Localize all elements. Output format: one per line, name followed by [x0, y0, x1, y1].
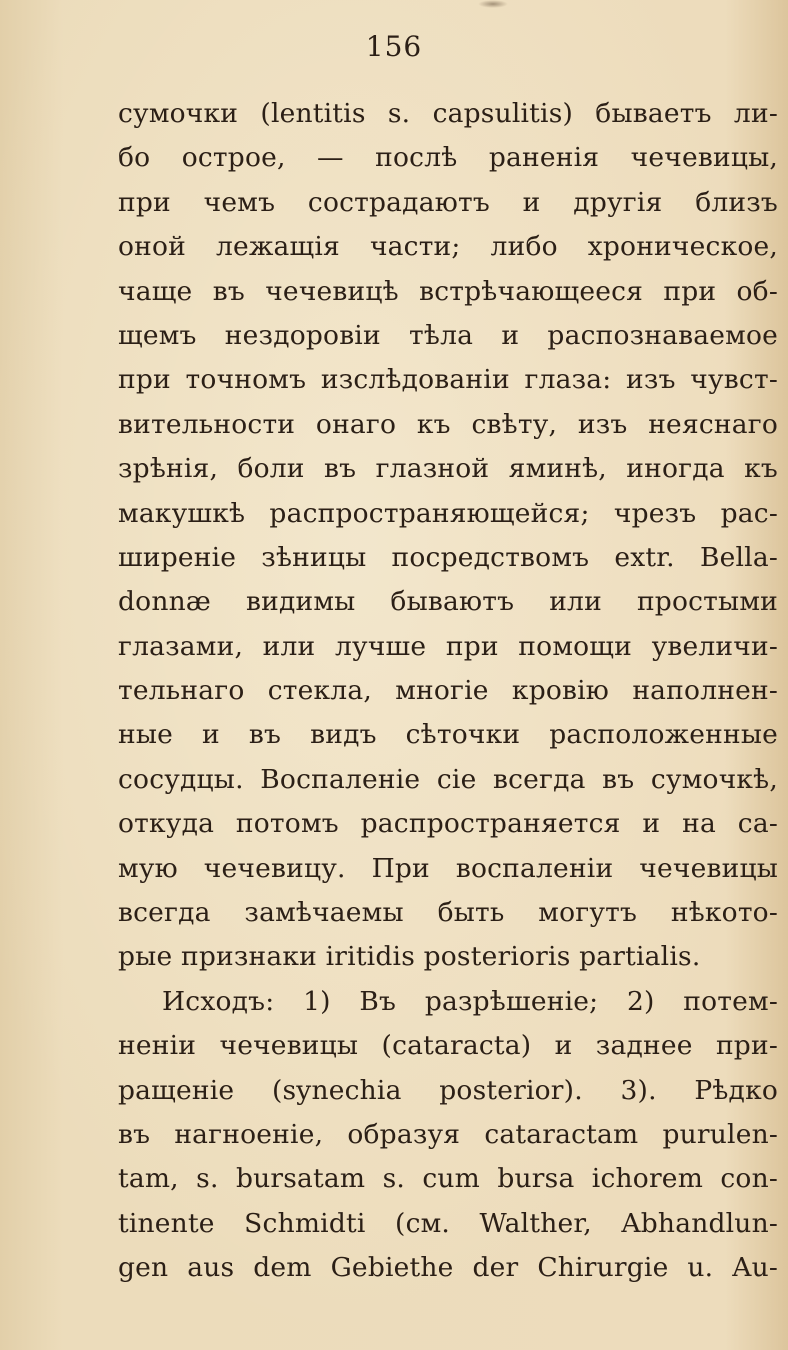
paragraph-2 — [118, 980, 778, 1291]
text-line: въ нагноеніе, образуя cataractam purulen- — [118, 1118, 778, 1150]
text-line: бо острое, — послѣ раненія чечевицы, — [118, 142, 778, 174]
text-line: donnæ видимы бываютъ или простыми — [118, 586, 778, 618]
text-line: ращеніе (synechia posterior). 3). Рѣдко — [118, 1074, 778, 1106]
text-line: ные и въ видъ сѣточки расположенные — [118, 719, 778, 751]
text-line: откуда потомъ распространяется и на са- — [118, 808, 778, 840]
paragraph-1 — [118, 92, 778, 980]
ink-smudge — [478, 0, 508, 8]
text-line: tinente Schmidti (см. Walther, Abhandlun- — [118, 1207, 778, 1239]
text-line: оной лежащія части; либо хроническое, — [118, 231, 778, 263]
text-line: tam, s. bursatam s. cum bursa ichorem con- — [118, 1163, 778, 1195]
text-line: вительности онаго къ свѣту, изъ неяснаго — [118, 408, 778, 440]
text-line: ширеніе зѣницы посредствомъ extr. Bella- — [118, 541, 778, 573]
text-line: gen aus dem Gebiethe der Chirurgie u. Au- — [118, 1252, 778, 1284]
text-line: тельнаго стекла, многіе кровію наполнен- — [118, 675, 778, 707]
text-line: неніи чечевицы (cataracta) и заднее при- — [118, 1030, 778, 1062]
text-line: Исходъ: 1) Въ разрѣшеніе; 2) потем- — [162, 985, 778, 1017]
text-line: щемъ нездоровіи тѣла и распознаваемое — [118, 319, 778, 351]
text-line: рые признаки iritidis posterioris partialis. — [118, 941, 701, 973]
page-number: 156 — [365, 30, 423, 63]
text-line: макушкѣ распространяющейся; чрезъ рас- — [118, 497, 778, 529]
text-line: сумочки (lentitis s. capsulitis) бываетъ ли- — [118, 98, 778, 129]
text-line: сосудцы. Воспаленіе сіе всегда въ сумочкѣ, — [118, 763, 778, 795]
text-line: всегда замѣчаемы быть могутъ нѣкото- — [118, 897, 778, 929]
text-line: мую чечевицу. При воспаленіи чечевицы — [118, 852, 778, 884]
text-line: при точномъ изслѣдованіи глаза: изъ чувст- — [118, 364, 778, 396]
text-line: при чемъ сострадаютъ и другія близъ — [118, 186, 778, 218]
page-text — [118, 92, 778, 1291]
text-line: глазами, или лучше при помощи увеличи- — [118, 630, 778, 662]
text-line: чаще въ чечевицѣ встрѣчающееся при об- — [118, 275, 778, 307]
text-line: зрѣнія, боли въ глазной яминѣ, иногда къ — [118, 453, 778, 485]
